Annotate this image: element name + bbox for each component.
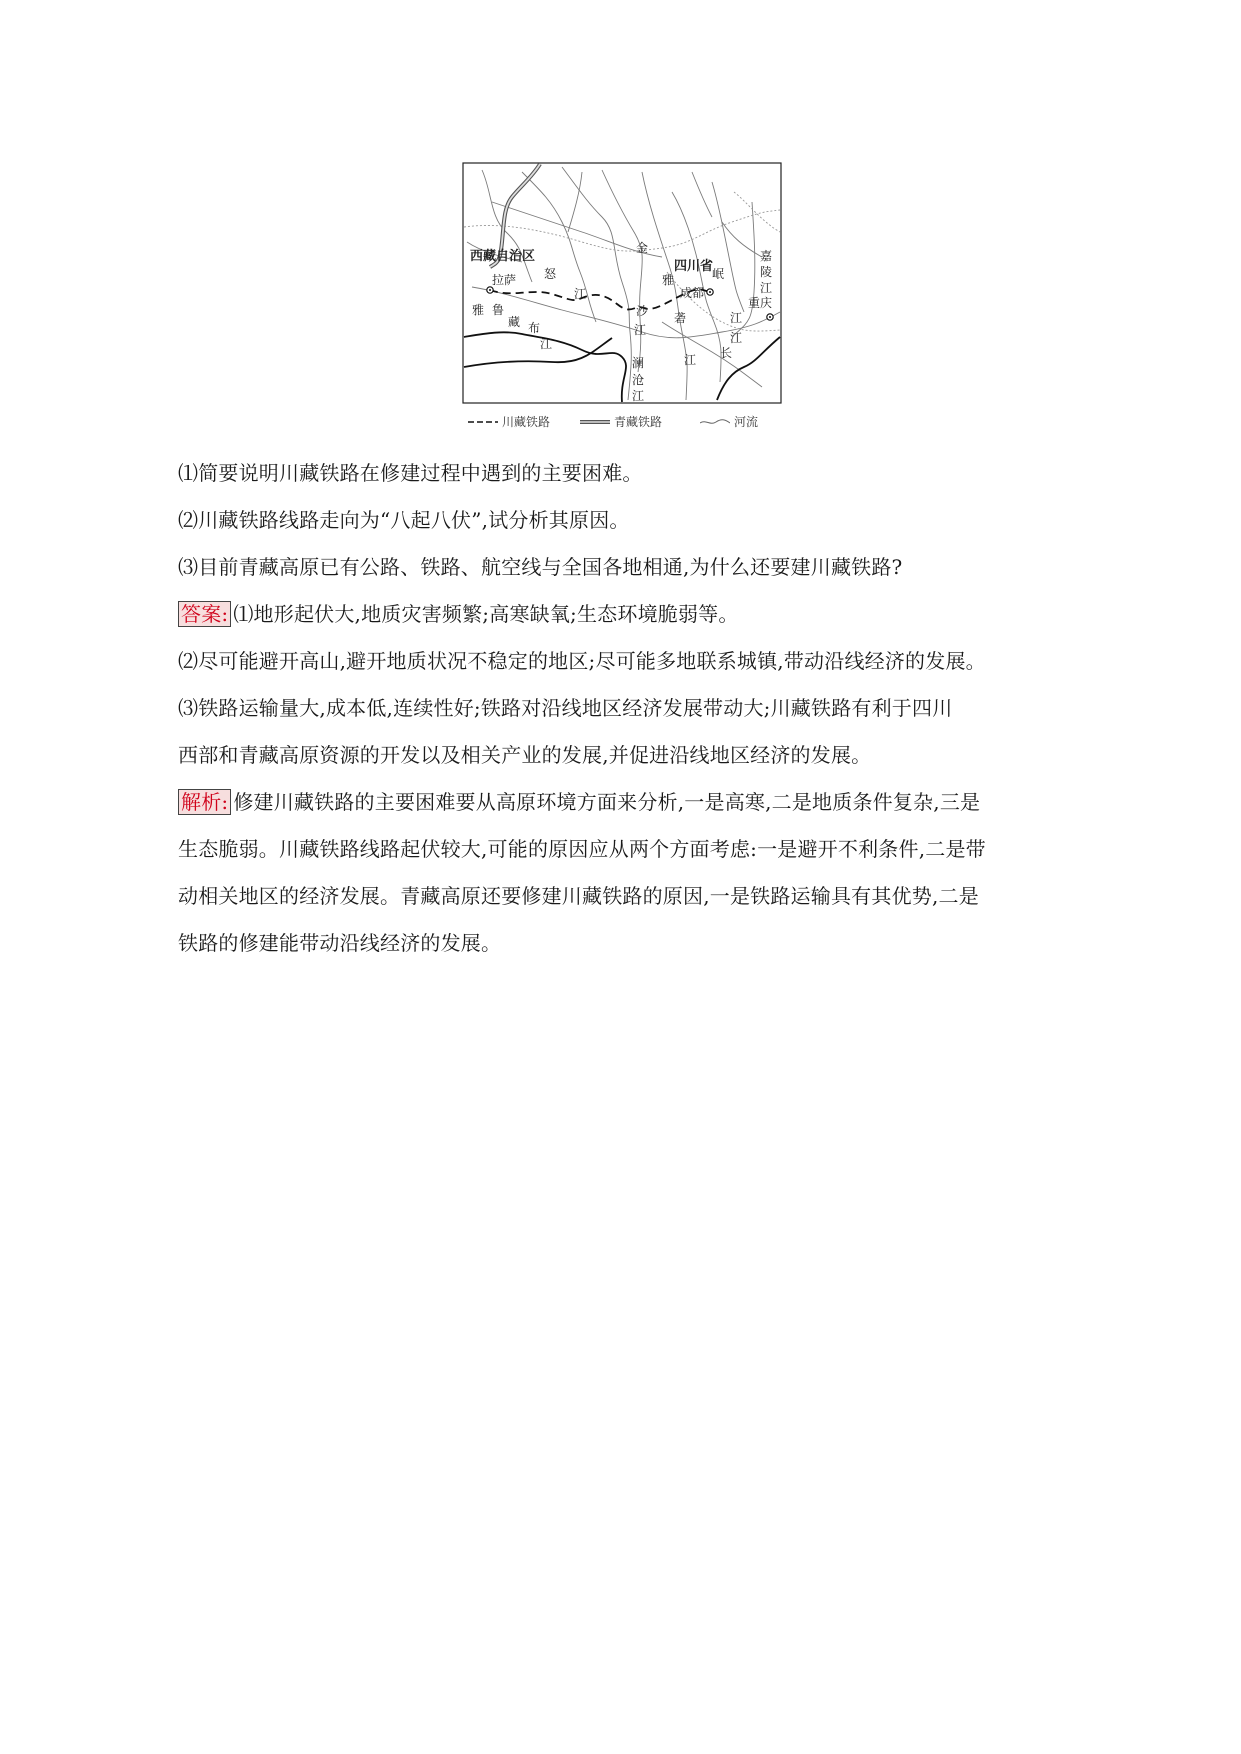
map-label-yalong-jiang: 江 <box>684 353 697 367</box>
dashed-line-icon <box>468 418 498 426</box>
analysis-line-4: 铁路的修建能带动沿线经济的发展。 <box>178 931 502 955</box>
map-label-long: 砻 <box>674 311 687 325</box>
map-label-bu: 布 <box>528 321 541 335</box>
double-line-icon <box>580 418 610 426</box>
map-label-jialing-jiang: 江 <box>760 281 773 295</box>
legend-river-label: 河流 <box>734 415 759 429</box>
analysis-tag: 解析: <box>178 789 231 815</box>
legend-river <box>700 413 758 430</box>
map-label-min: 岷 <box>712 267 725 281</box>
map-label-chengdu: 成都 <box>680 286 705 300</box>
river-line-icon <box>700 418 730 426</box>
map-label-jinsha-jiang: 江 <box>634 323 647 337</box>
map-label-xizang: 西藏自治区 <box>470 249 536 264</box>
answer-line-2: ⑵尽可能避开高山,避开地质状况不稳定的地区;尽可能多地联系城镇,带动沿线经济的发展。 <box>178 649 986 673</box>
question-2: ⑵川藏铁路线路走向为“八起八伏”,试分析其原因。 <box>178 508 630 532</box>
map-label-ling: 陵 <box>760 265 773 279</box>
analysis-line-2: 生态脆弱。川藏铁路线路起伏较大,可能的原因应从两个方面考虑:一是避开不利条件,二是带 <box>178 837 986 861</box>
map-label-sichuan: 四川省 <box>674 259 714 274</box>
railway-map <box>462 162 782 404</box>
legend-qingzang-label: 青藏铁路 <box>614 415 663 429</box>
map-label-ya: 雅 <box>472 303 485 317</box>
map-label-changjiang-jiang: 江 <box>730 331 743 345</box>
map-label-zang: 藏 <box>508 315 521 329</box>
map-label-cang: 沧 <box>632 373 645 387</box>
map-label-lancang-jiang: 江 <box>632 389 645 403</box>
answer-tag: 答案: <box>178 601 231 627</box>
question-3: ⑶目前青藏高原已有公路、铁路、航空线与全国各地相通,为什么还要建川藏铁路? <box>178 555 903 579</box>
map-label-min-jiang: 江 <box>730 311 743 325</box>
map-label-lan: 澜 <box>632 356 645 370</box>
map-label-chongqing: 重庆 <box>748 296 773 310</box>
legend-chuanzang-label: 川藏铁路 <box>502 415 551 429</box>
analysis-text-1: 修建川藏铁路的主要困难要从高原环境方面来分析,一是高寒,二是地质条件复杂,三是 <box>233 790 981 814</box>
map-label-jia: 嘉 <box>760 249 773 263</box>
map-label-sha: 沙 <box>636 304 649 318</box>
map-label-jin: 金 <box>636 241 649 255</box>
map-label-chang: 长 <box>720 346 733 360</box>
answer-line-1 <box>178 591 1078 638</box>
answer-line-3: ⑶铁路运输量大,成本低,连续性好;铁路对沿线地区经济发展带动大;川藏铁路有利于四川 <box>178 696 953 720</box>
answer-text-1: ⑴地形起伏大,地质灾害频繁;高寒缺氧;生态环境脆弱等。 <box>233 602 739 626</box>
railway-map-figure <box>462 162 782 404</box>
map-label-nu: 怒 <box>544 267 557 281</box>
question-1: ⑴简要说明川藏铁路在修建过程中遇到的主要困难。 <box>178 461 643 485</box>
question-content <box>178 450 1078 967</box>
legend-qingzang <box>580 413 662 430</box>
map-legend <box>468 413 788 431</box>
map-label-nu-jiang: 江 <box>574 287 587 301</box>
answer-line-4: 西部和青藏高原资源的开发以及相关产业的发展,并促进沿线地区经济的发展。 <box>178 743 872 767</box>
map-label-lasa: 拉萨 <box>492 273 517 287</box>
map-label-yalong-ya: 雅 <box>662 273 675 287</box>
legend-chuanzang <box>468 413 550 430</box>
map-label-lu: 鲁 <box>492 303 505 317</box>
analysis-line-3: 动相关地区的经济发展。青藏高原还要修建川藏铁路的原因,一是铁路运输具有其优势,二是 <box>178 884 979 908</box>
map-label-yarlung-jiang: 江 <box>540 337 553 351</box>
analysis-line-1 <box>178 779 1078 826</box>
